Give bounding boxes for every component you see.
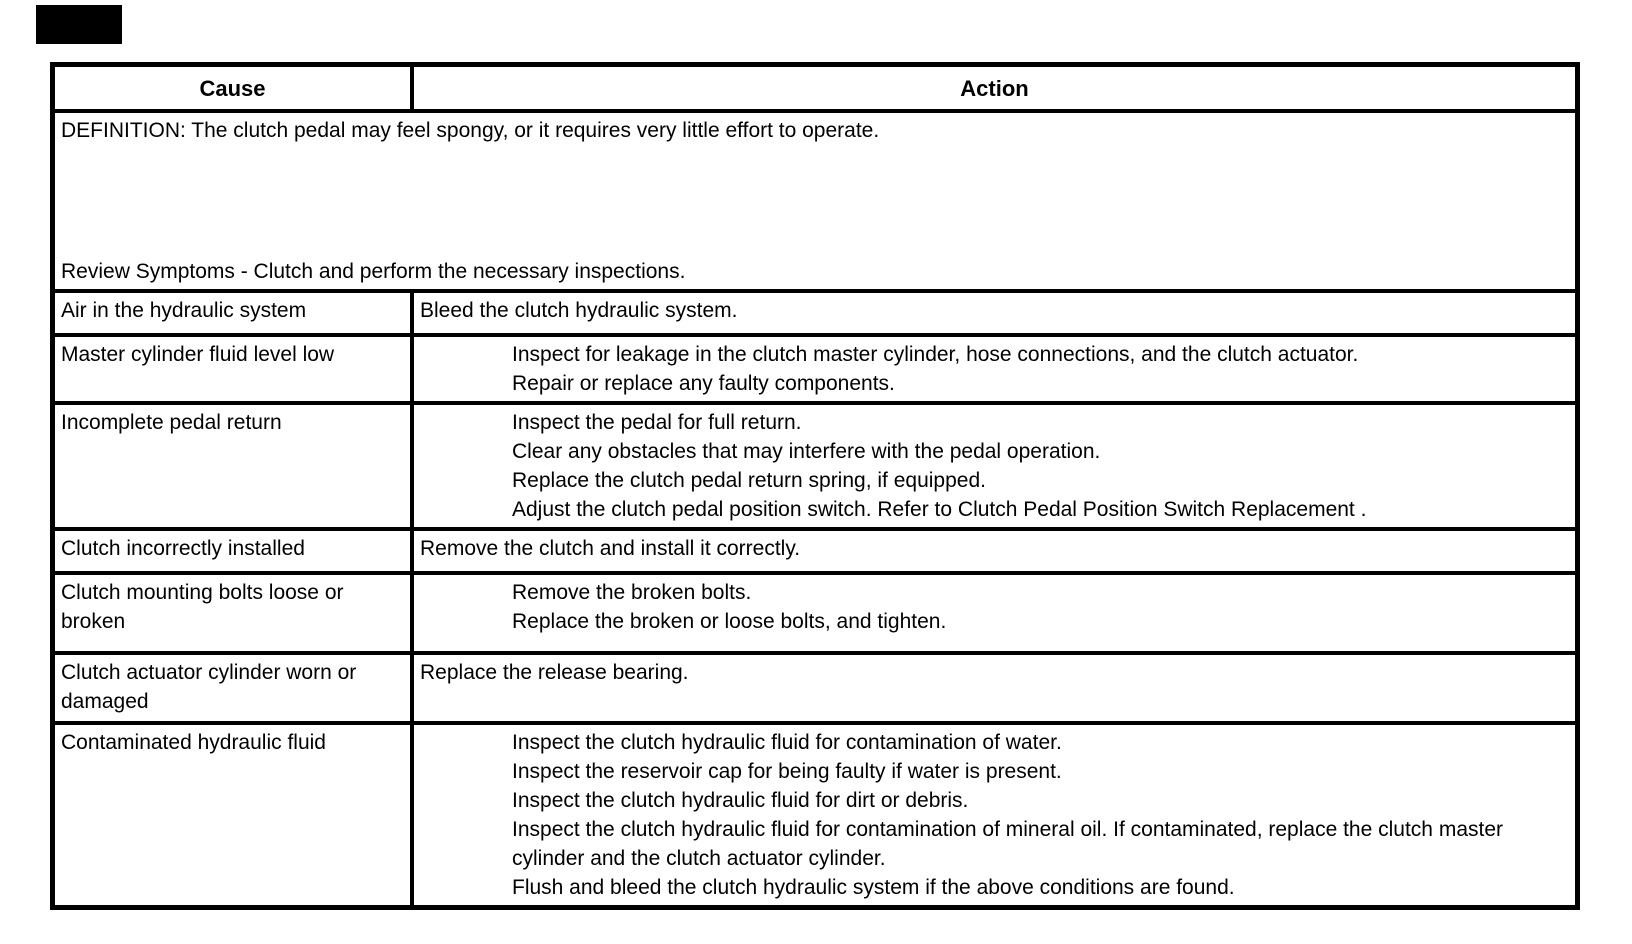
cause-cell: Air in the hydraulic system — [53, 291, 412, 335]
action-line: Clear any obstacles that may interfere with the pedal operation. — [512, 440, 1101, 463]
definition-text: DEFINITION: The clutch pedal may feel spongy, or it requires very little effort to operate. — [61, 119, 880, 142]
table-row — [53, 291, 1577, 335]
action-cell — [412, 653, 1577, 723]
definition-cell — [53, 111, 1577, 291]
review-symptoms-text: Review Symptoms - Clutch and perform the necessary inspections. — [61, 260, 686, 283]
action-line: Inspect for leakage in the clutch master cylinder, hose connections, and the clutch actuator. — [512, 343, 1359, 366]
action-line: Remove the broken bolts. — [512, 581, 752, 604]
table-row — [53, 403, 1577, 529]
cause-cell: Contaminated hydraulic fluid — [53, 723, 412, 907]
action-line: Repair or replace any faulty components. — [512, 372, 895, 395]
action-cell — [412, 335, 1577, 403]
action-line: Adjust the clutch pedal position switch. Refer to Clutch Pedal Position Switch Replacement . — [512, 498, 1367, 521]
table-row — [53, 653, 1577, 723]
action-cell — [412, 573, 1577, 653]
definition-row — [53, 111, 1577, 291]
table-row — [53, 529, 1577, 573]
action-cell — [412, 403, 1577, 529]
action-line: Remove the clutch and install it correctly. — [420, 537, 801, 560]
action-line: Replace the broken or loose bolts, and tighten. — [512, 610, 947, 633]
cause-cell: Clutch mounting bolts loose or broken — [53, 573, 412, 653]
cause-cell: Clutch actuator cylinder worn or damaged — [53, 653, 412, 723]
action-cell — [412, 723, 1577, 907]
action-line: Replace the clutch pedal return spring, if equipped. — [512, 469, 986, 492]
table-row — [53, 723, 1577, 907]
action-column-header: Action — [412, 65, 1577, 111]
cause-column-header: Cause — [53, 65, 412, 111]
action-line: Inspect the pedal for full return. — [512, 411, 802, 434]
action-line: Replace the release bearing. — [420, 661, 689, 684]
action-line: Flush and bleed the clutch hydraulic system if the above conditions are found. — [512, 876, 1235, 899]
action-line: Inspect the clutch hydraulic fluid for contamination of water. — [512, 731, 1062, 754]
table-row — [53, 335, 1577, 403]
action-line: Bleed the clutch hydraulic system. — [420, 299, 738, 322]
cause-cell: Incomplete pedal return — [53, 403, 412, 529]
cause-cell: Clutch incorrectly installed — [53, 529, 412, 573]
action-line: Inspect the reservoir cap for being faulty if water is present. — [512, 760, 1062, 783]
action-line: Inspect the clutch hydraulic fluid for contamination of mineral oil. If contaminated, replace the clutch master cylinder and the clutch actuator cylinder. — [512, 818, 1503, 870]
action-line: Inspect the clutch hydraulic fluid for dirt or debris. — [512, 789, 969, 812]
action-cell — [412, 529, 1577, 573]
clutch-troubleshooting-table — [50, 62, 1580, 910]
action-cell — [412, 291, 1577, 335]
table-row — [53, 573, 1577, 653]
black-redaction-box — [36, 5, 122, 44]
header-row — [53, 65, 1577, 111]
cause-cell: Master cylinder fluid level low — [53, 335, 412, 403]
